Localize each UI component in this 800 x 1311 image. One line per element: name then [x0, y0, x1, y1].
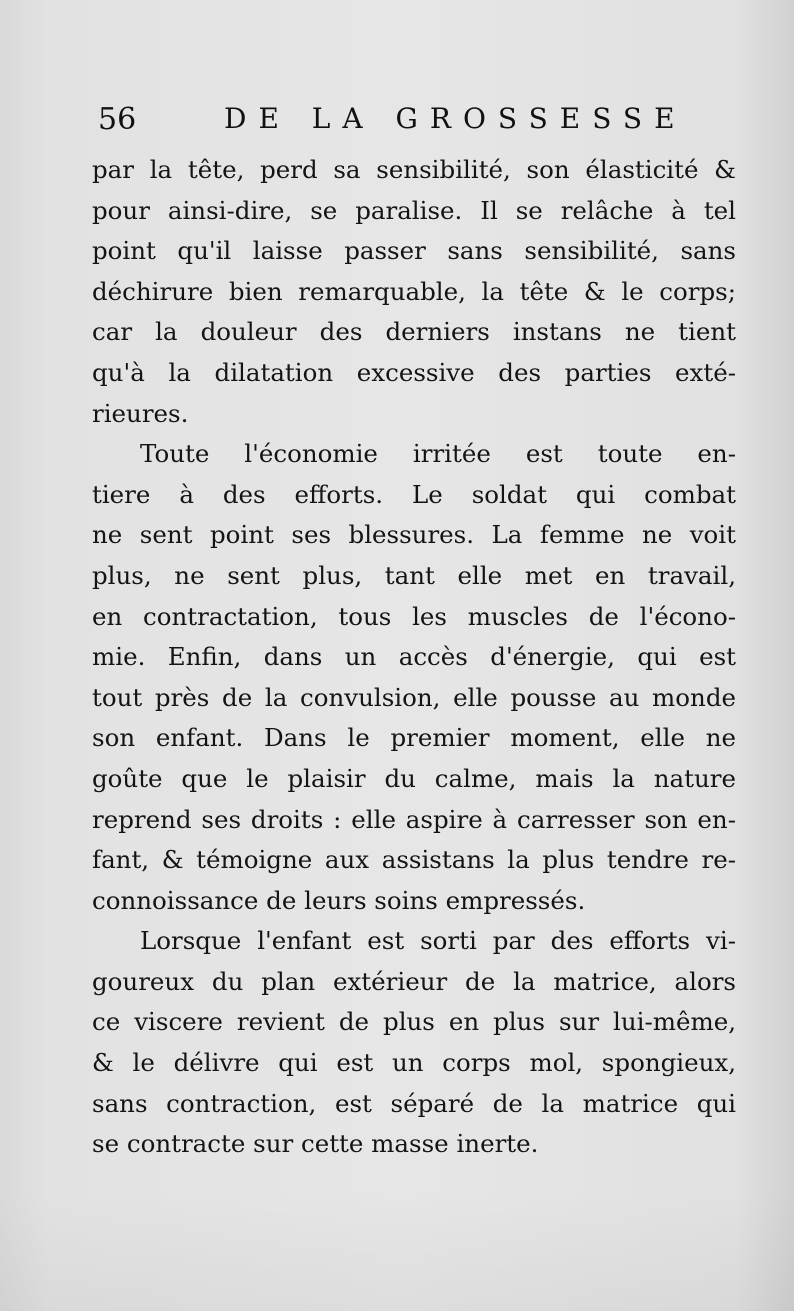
page-header — [98, 100, 738, 144]
text-line: reprend ses droits : elle aspire à carresser son en- — [92, 804, 736, 834]
text-line: & le délivre qui est un corps mol, spongieux, — [92, 1048, 736, 1078]
text-line: se contracte sur cette masse inerte. — [92, 1129, 539, 1159]
text-line: tiere à des efforts. Le soldat qui combat — [92, 479, 736, 509]
running-title: DE LA GROSSESSE — [224, 102, 687, 135]
text-line: par la tête, perd sa sensibilité, son élasticité & — [92, 155, 736, 184]
text-line: mie. Enfin, dans un accès d'énergie, qui est — [92, 642, 736, 672]
text-line: tout près de la convulsion, elle pousse au monde — [92, 682, 736, 712]
text-line: point qu'il laisse passer sans sensibilité, sans — [92, 236, 736, 266]
text-line: fant, & témoigne aux assistans la plus tendre re- — [92, 845, 736, 875]
body-text — [92, 150, 736, 1165]
text-line: rieures. — [92, 398, 189, 428]
text-line: connoissance de leurs soins empressés. — [92, 885, 586, 915]
page-number: 56 — [98, 102, 137, 137]
text-line: sans contraction, est séparé de la matrice qui — [92, 1088, 736, 1118]
paragraph-first-line: Toute l'économie irritée est toute en- — [140, 439, 736, 469]
text-line: ne sent point ses blessures. La femme ne voit — [92, 520, 736, 550]
text-line: en contractation, tous les muscles de l'écono- — [92, 601, 736, 631]
page-edge — [794, 0, 800, 1311]
text-line: déchirure bien remarquable, la tête & le corps; — [92, 276, 736, 306]
text-line: car la douleur des derniers instans ne tient — [92, 317, 736, 347]
text-line: qu'à la dilatation excessive des parties exté- — [92, 357, 736, 387]
paragraph-first-line: Lorsque l'enfant est sorti par des efforts vi- — [140, 926, 736, 956]
text-line: goûte que le plaisir du calme, mais la nature — [92, 763, 736, 793]
text-line: plus, ne sent plus, tant elle met en travail, — [92, 560, 736, 590]
text-line: son enfant. Dans le premier moment, elle ne — [92, 723, 736, 753]
page-shading — [0, 1191, 800, 1311]
text-line: goureux du plan extérieur de la matrice, alors — [92, 966, 736, 996]
text-line: ce viscere revient de plus en plus sur lui-même, — [92, 1007, 736, 1037]
text-line: pour ainsi-dire, se paralise. Il se relâche à tel — [92, 195, 736, 225]
